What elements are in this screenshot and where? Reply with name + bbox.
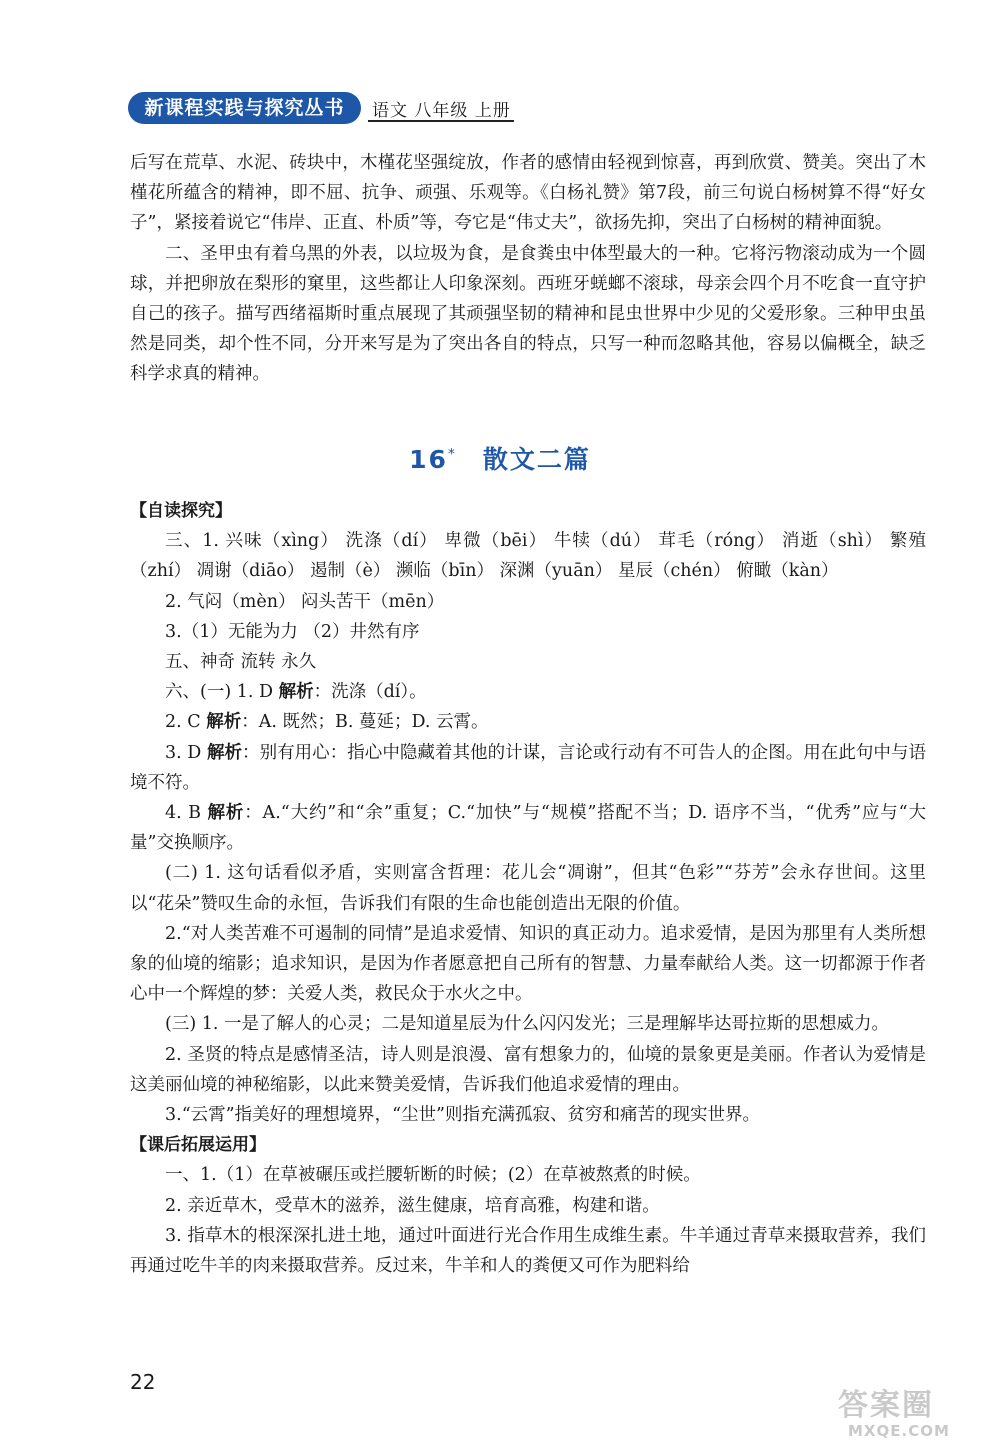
answer-paragraph: 3.“云霄”指美好的理想境界，“尘世”则指充满孤寂、贫穷和痛苦的现实世界。 [165,1105,760,1126]
answer-item: 3. D 解析：别有用心：指心中隐藏着其他的计谋，言论或行动有不可告人的企图。用在此句中与语境不符。 [130,742,926,793]
extension-paragraph: 一、1.（1）在草被碾压或拦腰斩断的时候；(2）在草被熬煮的时候。 [165,1165,701,1186]
extension-heading: 【课后拓展运用】 [130,1135,266,1156]
intro-paragraph: 二、圣甲虫有着乌黑的外表，以垃圾为食，是食粪虫中体型最大的一种。它将污物滚动成为一个圆球，并把卵放在梨形的窠里，这些都让人印象深刻。西班牙蜣螂不滚球，母亲会四个月不吃食一直守护自己的孩子。描写西绪福斯时重点展现了其顽强坚韧的精神和昆虫世界中少见的父爱形象。三种甲虫虽然是同类，却个性不同，分开来写是为了突出各自的特点，只写一种而忽略其他，容易以偏概全，缺乏科学求真的精神。 [130,243,926,385]
page-number: 22 [130,1370,156,1394]
answer-item: 六、(一) 1. D 解析：洗涤（dí）。 [165,682,427,703]
answer-paragraph: 2.“对人类苦难不可遏制的同情”是追求爱情、知识的真正动力。追求爱情，是因为那里有人类所想象的仙境的缩影；追求知识，是因为作者愿意把自己所有的智慧、力量奉献给人类。这一切都源于作者心中一个辉煌的梦：关爱人类，救民众于水火之中。 [130,923,926,1005]
series-badge: 新课程实践与探究丛书 [128,92,361,124]
extension-paragraph: 3. 指草木的根深深扎进土地，通过叶面进行光合作用生成维生素。牛羊通过青草来摄取营养，我们再通过吃牛羊的肉来摄取营养。反过来，牛羊和人的粪便又可作为肥料给 [130,1225,926,1277]
section-title-text: 散文二篇 [482,445,591,474]
self-study-line: 三、1. 兴味（xìng） 洗涤（dí） 卑微（bēi） 牛犊（dú） 茸毛（róng） 消逝（shì） 繁殖（zhí） 凋谢（diāo） 遏制（è） 濒临（bīn） 深渊（yuān） 星辰（chén） 俯瞰（kàn） [130,531,926,582]
watermark-url: MXQE.COM [848,1422,950,1440]
page-header [128,92,514,124]
watermark-logo [820,1386,980,1446]
answers-body [130,496,926,1281]
section-number: 16* [409,445,457,474]
extension-paragraph: 2. 亲近草木，受草木的滋养，滋生健康，培育高雅，构建和谐。 [165,1195,660,1216]
answer-item: 4. B 解析：A.“大约”和“余”重复；C.“加快”与“规模”搭配不当；D. 语序不当，“优秀”应与“大量”交换顺序。 [130,803,926,854]
answer-paragraph: 2. 圣贤的特点是感情圣洁，诗人则是浪漫、富有想象力的，仙境的景象更是美丽。作者认为爱情是这美丽仙境的神秘缩影，以此来赞美爱情，告诉我们他追求爱情的理由。 [130,1044,926,1095]
self-study-line: 3.（1）无能为力 （2）井然有序 [165,621,420,642]
intro-text [130,148,926,390]
self-study-line: 五、神奇 流转 永久 [165,652,317,673]
intro-paragraph: 后写在荒草、水泥、砖块中，木槿花坚强绽放，作者的感情由轻视到惊喜，再到欣赏、赞美。突出了木槿花所蕴含的精神，即不屈、抗争、顽强、乐观等。《白杨礼赞》第7段，前三句说白杨树算不得“好女子”，紧接着说它“伟岸、正直、朴质”等，夸它是“伟丈夫”，欲扬先抑，突出了白杨树的精神面貌。 [130,153,926,234]
answer-item: 2. C 解析：A. 既然；B. 蔓延；D. 云霄。 [165,712,489,733]
header-rule [368,120,514,122]
self-study-line: 2. 气闷（mèn） 闷头苦干（mēn） [165,591,445,612]
book-subtitle: 语文 八年级 上册 [372,101,511,121]
section-title [0,440,1000,476]
self-study-heading: 【自读探究】 [130,501,232,521]
answer-paragraph: (三) 1. 一是了解人的心灵；二是知道星辰为什么闪闪发光；三是理解毕达哥拉斯的思想威力。 [165,1014,889,1035]
watermark-text: 答案圈 [838,1388,934,1423]
answer-paragraph: (二) 1. 这句话看似矛盾，实则富含哲理：花儿会“凋谢”，但其“色彩”“芬芳”会永存世间。这里以“花朵”赞叹生命的永恒，告诉我们有限的生命也能创造出无限的价值。 [130,863,926,914]
